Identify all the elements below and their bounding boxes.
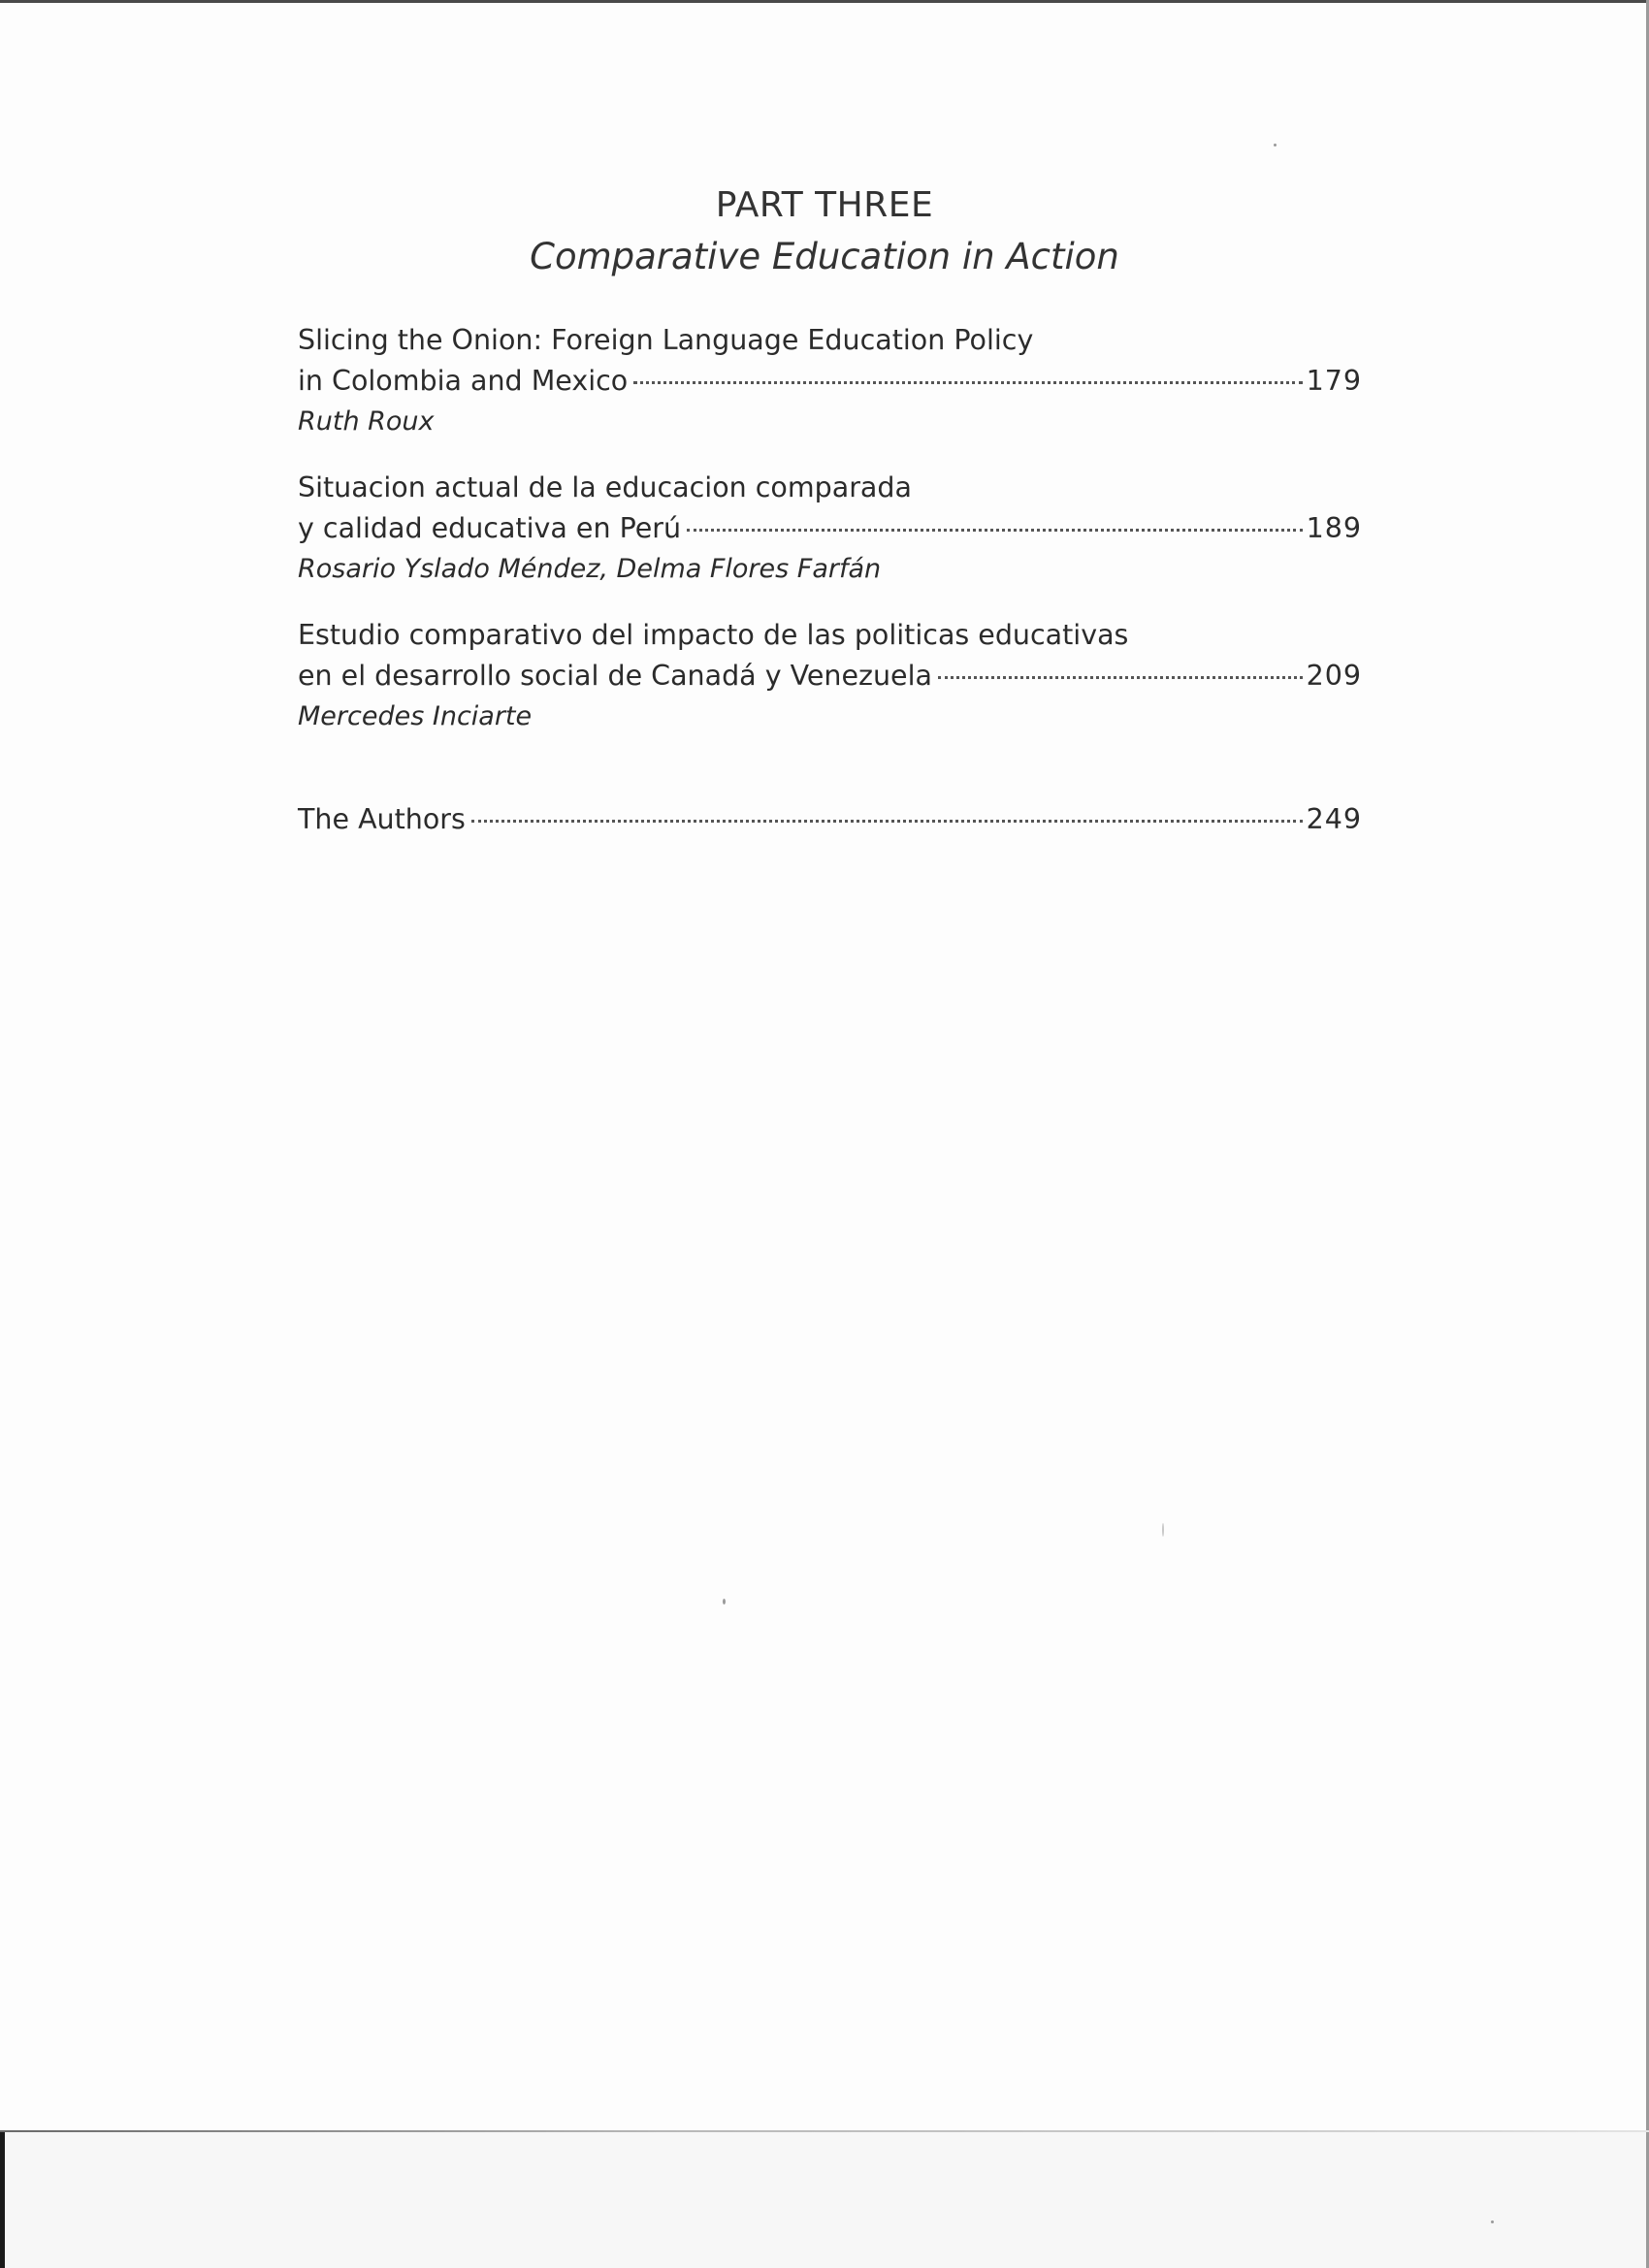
toc-entry-title-end: in Colombia and Mexico <box>298 365 629 397</box>
toc-page-number: 249 <box>1306 803 1362 835</box>
toc-page-number: 189 <box>1306 512 1362 544</box>
toc-back-matter-line <box>298 799 1362 840</box>
toc-entry-back-matter <box>298 799 1362 840</box>
toc-entry <box>298 615 1362 737</box>
scan-edge-left-bottom <box>0 2132 5 2268</box>
toc-entry-title-line1: Slicing the Onion: Foreign Language Education Policy <box>298 324 1034 356</box>
scan-lower-strip <box>5 2132 1646 2268</box>
table-of-contents <box>298 320 1362 865</box>
toc-entry-title-line2 <box>298 508 1362 549</box>
toc-entry <box>298 468 1362 590</box>
dot-leader <box>471 820 1303 823</box>
scan-speck <box>723 1599 726 1604</box>
dot-leader <box>938 676 1303 679</box>
dot-leader <box>633 381 1302 384</box>
toc-back-matter-title: The Authors <box>298 803 466 835</box>
toc-entry-authors: Rosario Yslado Méndez, Delma Flores Farfán <box>298 554 882 584</box>
part-subheading: Comparative Education in Action <box>530 236 1119 277</box>
scan-speck <box>1491 2220 1494 2223</box>
toc-page-number: 209 <box>1306 660 1362 692</box>
toc-entry-title-end: y calidad educativa en Perú <box>298 512 682 544</box>
toc-entry-title-line1: Estudio comparativo del impacto de las politicas educativas <box>298 619 1129 651</box>
scan-edge-top <box>0 0 1649 3</box>
toc-entry-authors: Ruth Roux <box>298 406 435 437</box>
toc-entry-title-end: en el desarrollo social de Canadá y Venezuela <box>298 660 932 692</box>
toc-entry-title-line1: Situacion actual de la educacion comparada <box>298 471 912 503</box>
part-heading: PART THREE <box>715 185 934 225</box>
toc-entry-authors: Mercedes Inciarte <box>298 701 533 731</box>
toc-page-number: 179 <box>1306 365 1362 397</box>
toc-entry-title-line2 <box>298 361 1362 402</box>
scan-speck <box>1274 144 1277 146</box>
dot-leader <box>687 529 1303 532</box>
toc-entry <box>298 320 1362 442</box>
toc-entry-title-line2 <box>298 656 1362 697</box>
scan-speck <box>1162 1523 1164 1537</box>
